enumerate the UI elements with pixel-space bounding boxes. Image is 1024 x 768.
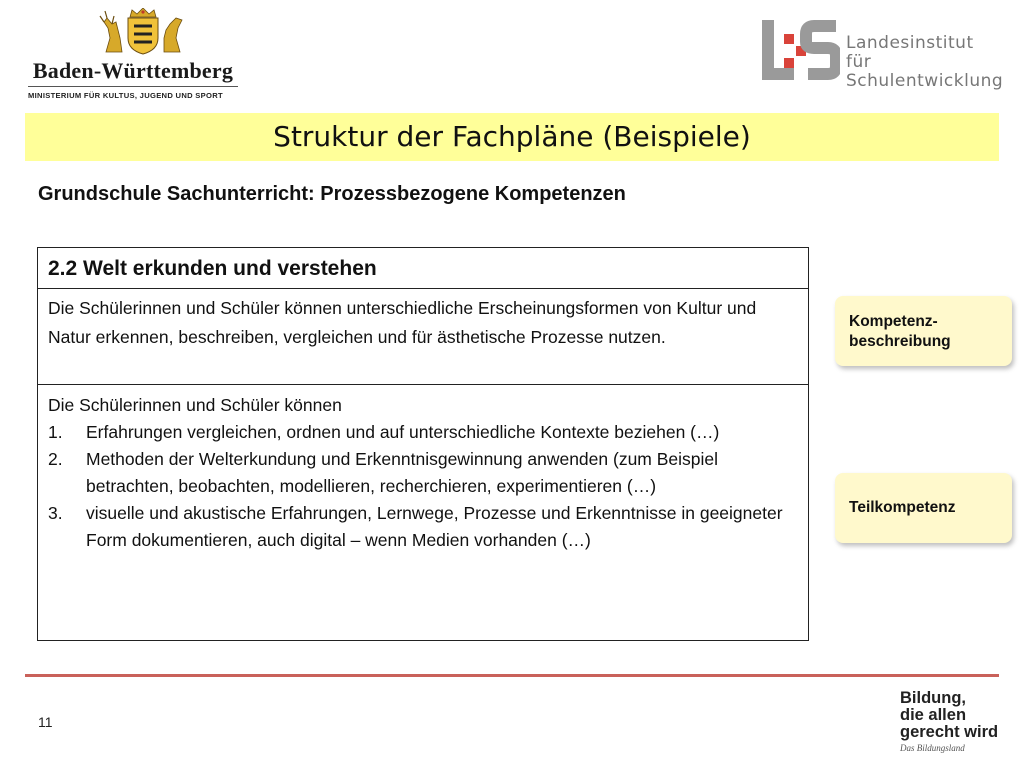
bildung-logo [900, 690, 1010, 753]
bildung-line: Bildung, [900, 689, 966, 707]
bildung-slogan [900, 690, 1010, 741]
ls-line1: Landesinstitut [846, 33, 974, 53]
label-kompetenzbeschreibung [835, 296, 1012, 366]
bw-divider [28, 86, 238, 87]
bw-ministry: MINISTERIUM FÜR KULTUS, JUGEND UND SPORT [28, 91, 223, 100]
competence-table [37, 247, 809, 641]
bildung-tagline: Das Bildungsland [900, 743, 965, 753]
list-item [48, 419, 798, 446]
title-band [25, 113, 999, 161]
label-teilkompetenz [835, 473, 1012, 543]
ls-name [846, 34, 1012, 91]
list-item-text: Erfahrungen vergleichen, ordnen und auf unterschiedliche Kontexte beziehen (…) [86, 422, 720, 442]
bildung-line: die allen [900, 706, 967, 724]
coat-of-arms-icon [98, 8, 188, 56]
bw-logo [18, 8, 248, 98]
competence-description: Die Schülerinnen und Schüler können unterschiedliche Erscheinungsformen von Kultur und Natur erkennen, beschreiben, vergleichen und für ästhetische Prozesse nutzen. [38, 289, 808, 385]
ls-logo [762, 20, 1012, 91]
list-intro: Die Schülerinnen und Schüler können [48, 395, 342, 415]
ls-mark-icon [762, 20, 840, 82]
list-item-text: visuelle und akustische Erfahrungen, Lernwege, Prozesse und Erkenntnisse in geeigneter Form dokumentieren, auch digital – wenn Medien vorhanden (…) [86, 503, 783, 550]
page-number: 11 [38, 714, 53, 730]
ls-line2: für Schulentwicklung [846, 52, 1004, 91]
list-item-text: Methoden der Welterkundung und Erkenntnisgewinnung anwenden (zum Beispiel betrachten, beobachten, modellieren, recherchieren, experimentieren (…) [86, 449, 719, 496]
list-item-number: 1. [48, 422, 63, 442]
bw-name: Baden-Württemberg [32, 58, 234, 83]
table-heading: 2.2 Welt erkunden und verstehen [38, 248, 808, 289]
slide-title: Struktur der Fachpläne (Beispiele) [273, 120, 751, 153]
label-kompetenzbeschreibung-text: Kompetenz- beschreibung [849, 313, 951, 350]
list-item-number: 3. [48, 503, 63, 523]
footer-divider [25, 674, 999, 677]
list-item-number: 2. [48, 449, 63, 469]
list-item [48, 446, 798, 500]
bildung-line: gerecht wird [900, 723, 999, 741]
slide-subtitle: Grundschule Sachunterricht: Prozessbezogene Kompetenzen [38, 183, 626, 205]
label-teilkompetenz-text: Teilkompetenz [849, 499, 956, 516]
sub-competence-list [38, 385, 808, 640]
list-item [48, 500, 798, 554]
